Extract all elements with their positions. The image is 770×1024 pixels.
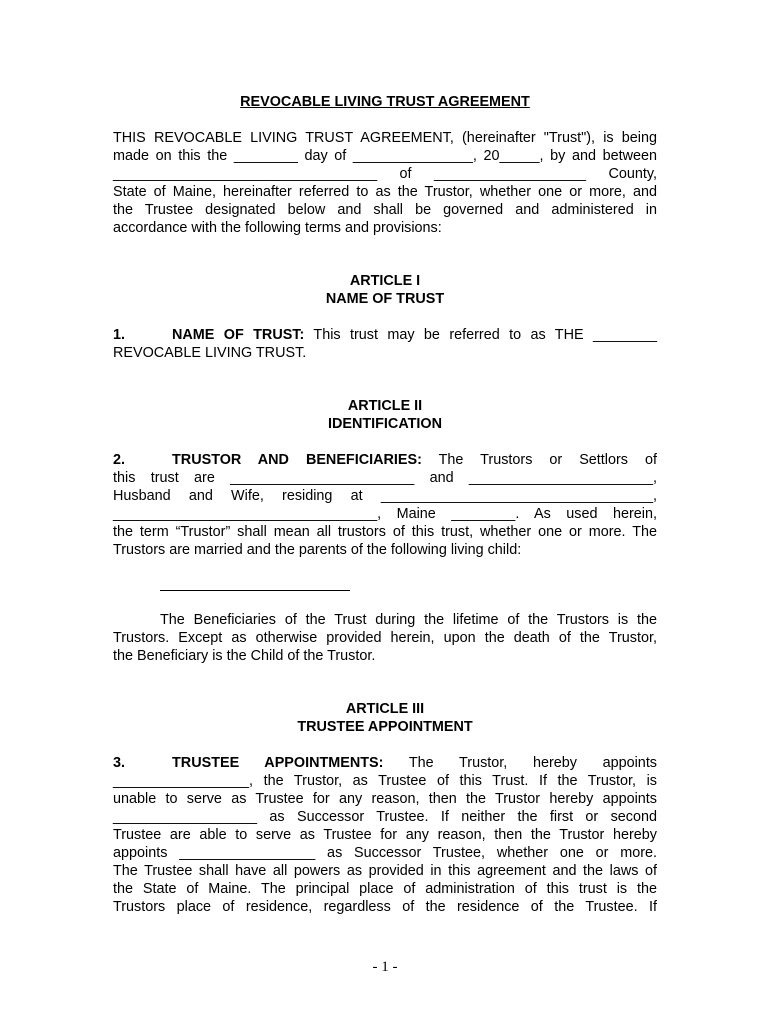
section-3-line: __________________ as Successor Trustee. If neither the first or second xyxy=(113,809,657,825)
intro-line: _________________________________ of ___________________ County, xyxy=(113,166,657,182)
child-name-blank-line xyxy=(160,590,350,591)
section-3-line: the State of Maine. The principal place of administration of this trust is the xyxy=(113,881,657,897)
section-2-line: Husband and Wife, residing at __________________________________, xyxy=(113,488,657,504)
beneficiaries-paragraph xyxy=(113,611,657,665)
article-2-heading: ARTICLE II xyxy=(347,398,423,414)
article-1-heading: ARTICLE I xyxy=(349,273,421,289)
beneficiaries-line: Trustors. Except as otherwise provided herein, upon the death of the Trustor, xyxy=(113,630,657,646)
beneficiaries-line: The Beneficiaries of the Trust during the lifetime of the Trustors is the xyxy=(160,612,657,628)
section-3-line xyxy=(113,754,657,772)
section-2-paragraph xyxy=(113,451,657,559)
section-3-line: Trustee are able to serve as Trustee for any reason, then the Trustor hereby xyxy=(113,827,657,843)
section-2-line xyxy=(113,451,657,469)
section-1-label: NAME OF TRUST: xyxy=(172,327,305,343)
section-2-line: the term “Trustor” shall mean all trustors of this trust, whether one or more. The xyxy=(113,524,657,540)
section-1-paragraph xyxy=(113,326,657,362)
intro-line: made on this the ________ day of _______________, 20_____, by and between xyxy=(113,148,657,164)
section-1-text: This trust may be referred to as THE ________ xyxy=(313,327,657,343)
article-3-subheading: TRUSTEE APPOINTMENT xyxy=(297,719,473,735)
section-3-paragraph xyxy=(113,754,657,916)
section-3-line: The Trustee shall have all powers as provided in this agreement and the laws of xyxy=(113,863,657,879)
section-1-line: REVOCABLE LIVING TRUST. xyxy=(113,345,307,361)
intro-line: accordance with the following terms and provisions: xyxy=(113,220,442,236)
section-2-text: The Trustors or Settlors of xyxy=(438,452,657,468)
section-3-label: TRUSTEE APPOINTMENTS: xyxy=(172,755,384,771)
section-2-line: this trust are _______________________ and _______________________, xyxy=(113,470,657,486)
article-1-subheading: NAME OF TRUST xyxy=(325,291,445,307)
intro-line: THIS REVOCABLE LIVING TRUST AGREEMENT, (hereinafter "Trust"), is being xyxy=(113,130,657,146)
section-2-line: _________________________________, Maine ________. As used herein, xyxy=(113,506,657,522)
section-3-line: _________________, the Trustor, as Trustee of this Trust. If the Trustor, is xyxy=(113,773,657,789)
section-3-number: 3. xyxy=(113,755,126,771)
section-2-line: Trustors are married and the parents of the following living child: xyxy=(113,542,522,558)
section-3-line: appoints _________________ as Successor Trustee, whether one or more. xyxy=(113,845,657,861)
beneficiaries-line: the Beneficiary is the Child of the Trustor. xyxy=(113,648,376,664)
document-title: REVOCABLE LIVING TRUST AGREEMENT xyxy=(240,94,530,110)
intro-line: State of Maine, hereinafter referred to as the Trustor, whether one or more, and xyxy=(113,184,657,200)
section-1-line xyxy=(113,326,657,344)
section-1-number: 1. xyxy=(113,327,126,343)
section-2-number: 2. xyxy=(113,452,126,468)
section-2-label: TRUSTOR AND BENEFICIARIES: xyxy=(172,452,422,468)
article-2-subheading: IDENTIFICATION xyxy=(327,416,443,432)
page-number: - 1 - xyxy=(372,959,398,975)
section-3-text: The Trustor, hereby appoints xyxy=(408,755,658,771)
article-3-heading: ARTICLE III xyxy=(345,701,425,717)
intro-line: the Trustee designated below and shall be governed and administered in xyxy=(113,202,657,218)
section-3-line: Trustors place of residence, regardless of the residence of the Trustee. If xyxy=(113,899,657,915)
section-3-line: unable to serve as Trustee for any reason, then the Trustor hereby appoints xyxy=(113,791,657,807)
intro-paragraph xyxy=(113,129,657,237)
